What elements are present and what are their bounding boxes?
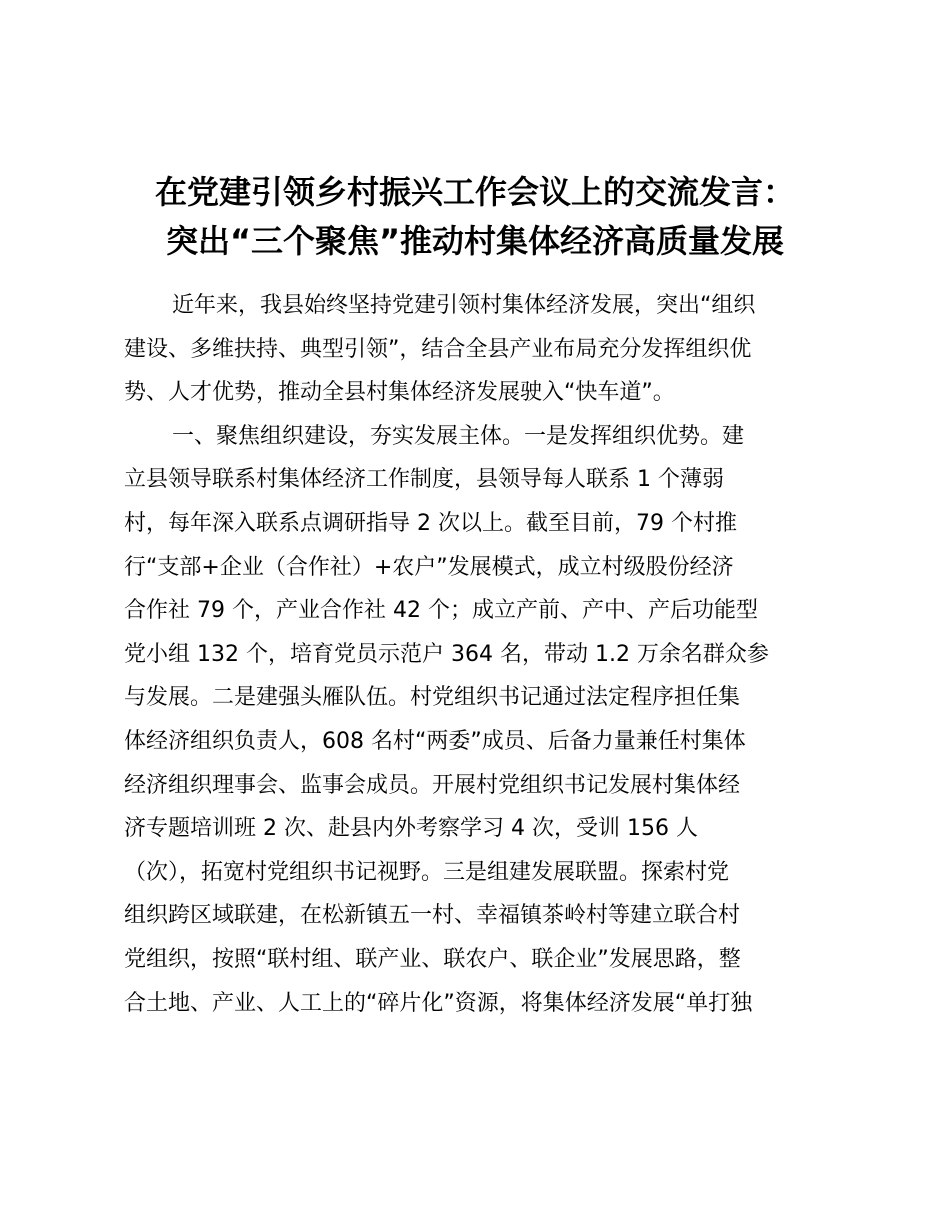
paragraph-line: 济专题培训班 2 次、赴县内外考察学习 4 次，受训 156 人 [124,816,698,842]
paragraph-line: 合作社 79 个，产业合作社 42 个；成立产前、产中、产后功能型 [124,598,758,624]
paragraph-line: 村，每年深入联系点调研指导 2 次以上。截至目前，79 个村推 [124,510,737,536]
paragraph-line: 经济组织理事会、监事会成员。开展村党组织书记发展村集体经 [124,772,741,798]
paragraph-line: 建设、多维扶持、典型引领”，结合全县产业布局充分发挥组织优 [124,336,752,362]
paragraph-line: （次），拓宽村党组织书记视野。三是组建发展联盟。探索村党 [124,859,730,885]
paragraph-line: 与发展。二是建强头雁队伍。村党组织书记通过法定程序担任集 [124,685,741,711]
paragraph-line: 一、聚焦组织建设，夯实发展主体。一是发挥组织优势。建 [172,423,745,449]
paragraph-line: 党组织，按照“联村组、联产业、联农户、联企业”发展思路，整 [124,946,741,972]
document-body [124,284,844,1025]
paragraph-line: 立县领导联系村集体经济工作制度，县领导每人联系 1 个薄弱 [124,467,724,493]
paragraph-line: 组织跨区域联建，在松新镇五一村、幸福镇茶岭村等建立联合村 [124,903,741,929]
paragraph-line: 势、人才优势，推动全县村集体经济发展驶入“快车道”。 [124,380,675,406]
document-title-line-2: 突出“三个聚焦”推动村集体经济高质量发展 [165,222,785,260]
paragraph-line: 行“支部+企业（合作社）+农户”发展模式，成立村级股份经济 [124,554,734,580]
paragraph-line: 合土地、产业、人工上的“碎片化”资源，将集体经济发展“单打独 [124,990,753,1016]
paragraph-line: 近年来，我县始终坚持党建引领村集体经济发展，突出“组织 [172,293,756,318]
document-title-line-1: 在党建引领乡村振兴工作会议上的交流发言： [154,173,795,211]
paragraph-line: 党小组 132 个，培育党员示范户 364 名，带动 1.2 万余名群众参 [124,641,769,667]
paragraph-line: 体经济组织负责人，608 名村“两委”成员、后备力量兼任村集体 [124,728,746,754]
